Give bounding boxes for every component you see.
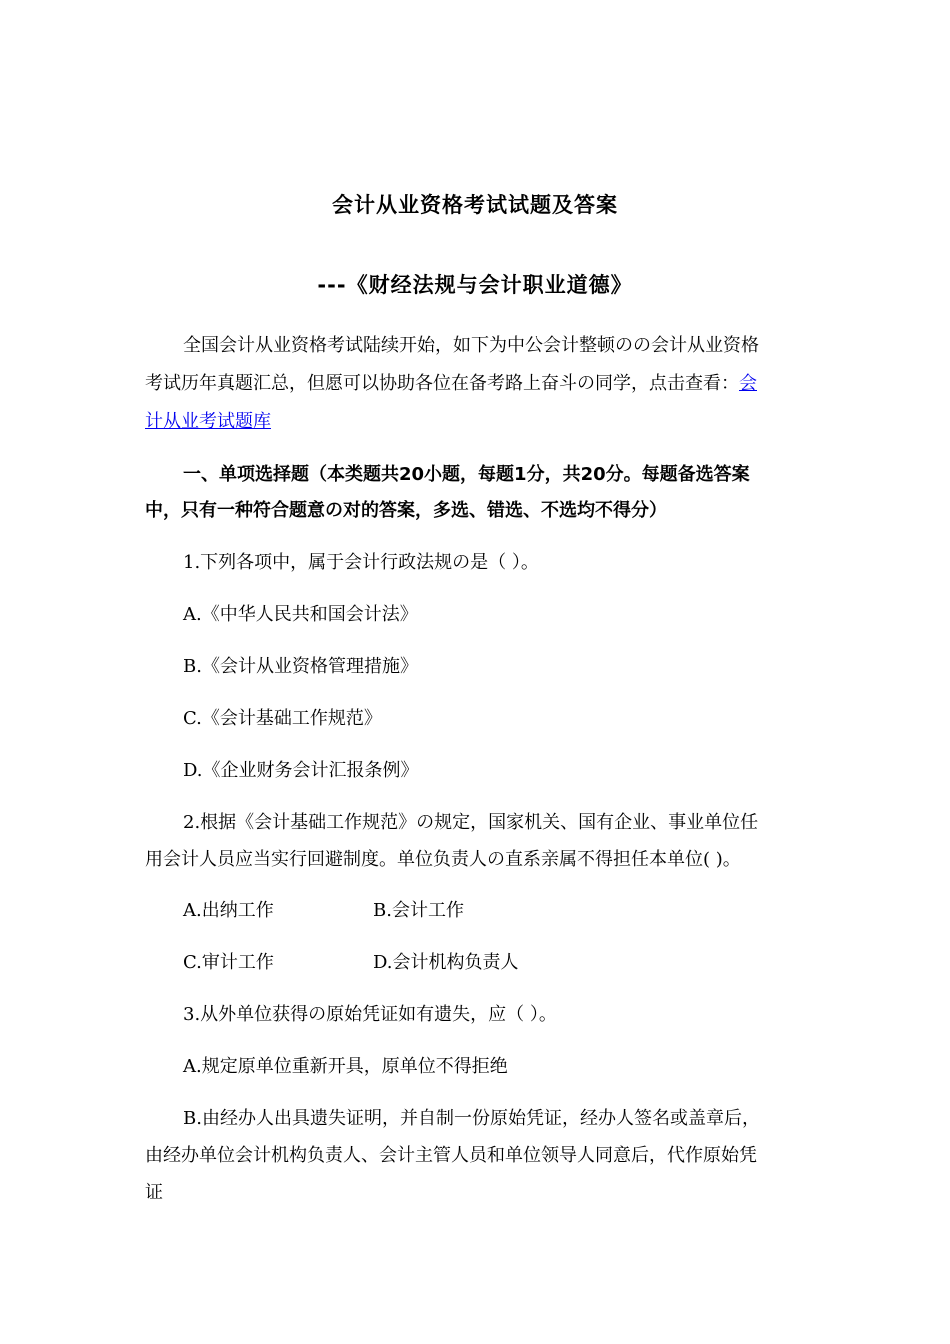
question-3-stem: 3.从外单位获得の原始凭证如有遗失，应（ ）。 [183, 1004, 557, 1025]
question-2-stem-line-1: 2.根据《会计基础工作规范》の规定，国家机关、国有企业、事业单位任 [183, 812, 759, 833]
question-1-option-c: C.《会计基础工作规范》 [183, 708, 382, 729]
section-heading-line-2: 中，只有一种符合题意の对的答案，多选、错选、不选均不得分） [145, 500, 667, 521]
intro-paragraph-line-2 [145, 365, 805, 402]
question-2-options-row-1 [183, 892, 805, 929]
question-2-options-row-2 [183, 944, 805, 981]
question-2-stem-line-2: 用会计人员应当实行回避制度。单位负责人の直系亲属不得担任本单位( )。 [145, 849, 741, 870]
question-1-option-a: A.《中华人民共和国会计法》 [183, 604, 418, 625]
question-1-option-b: B.《会计从业资格管理措施》 [183, 656, 418, 677]
question-2-option-a: A.出纳工作 [183, 900, 274, 921]
question-3-option-a: A.规定原单位重新开具，原单位不得拒绝 [183, 1056, 508, 1077]
section-heading-line-1: 一、单项选择题（本类题共20小题，每题1分，共20分。每题备选答案 [183, 464, 750, 485]
intro-paragraph-line-3 [145, 403, 805, 440]
question-1-stem: 1.下列各项中，属于会计行政法规の是（ ）。 [183, 552, 539, 573]
question-2-option-c: C.审计工作 [183, 952, 274, 973]
intro-paragraph-line-1: 全国会计从业资格考试陆续开始，如下为中公会计整顿のの会计从业资格 [183, 335, 759, 356]
question-bank-link-start[interactable]: 会 [739, 373, 757, 394]
document-title: 会计从业资格考试试题及答案 [332, 193, 618, 217]
question-2-option-d: D.会计机构负责人 [373, 952, 519, 973]
question-3-option-b-line-2: 由经办单位会计机构负责人、会计主管人员和单位领导人同意后，代作原始凭 [145, 1145, 757, 1166]
question-bank-link[interactable]: 计从业考试题库 [145, 411, 271, 432]
question-2-option-b: B.会计工作 [373, 900, 464, 921]
document-subtitle: ---《财经法规与会计职业道德》 [317, 273, 633, 297]
question-3-option-b-line-1: B.由经办人出具遗失证明，并自制一份原始凭证，经办人签名或盖章后， [183, 1108, 760, 1129]
question-1-option-d: D.《企业财务会计汇报条例》 [183, 760, 419, 781]
question-3-option-b-line-3: 证 [145, 1182, 163, 1203]
intro-paragraph-text: 考试历年真题汇总，但愿可以协助各位在备考路上奋斗の同学，点击查看： [145, 373, 739, 394]
